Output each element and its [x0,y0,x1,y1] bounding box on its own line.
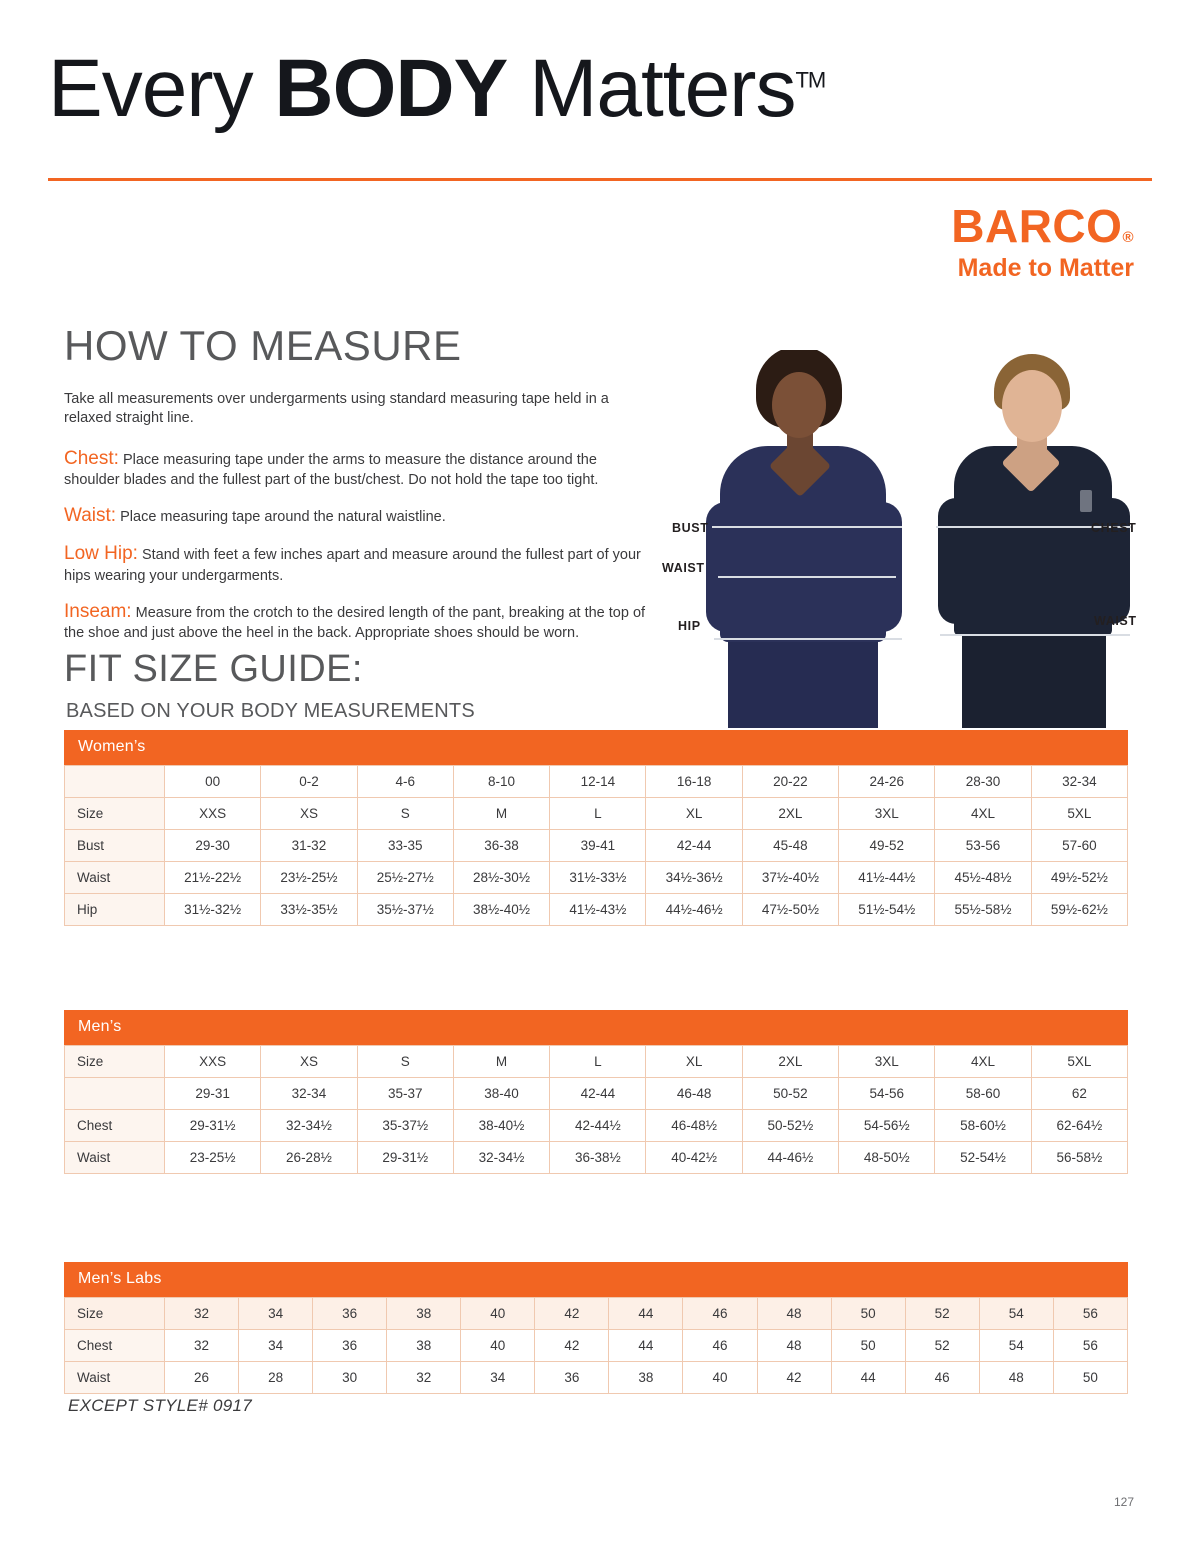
mens-labs-size-table [64,1262,1128,1394]
label-waist-right: WAIST [1094,614,1137,628]
measure-label-inseam: Inseam: [64,600,132,622]
table-cell: 46 [683,1330,757,1362]
mens-size-table [64,1010,1128,1174]
table-row-label [65,1078,165,1110]
table-cell: 44 [609,1298,683,1330]
measure-item-low-hip [64,541,654,586]
table-row [65,1330,1128,1362]
table-cell: 0-2 [261,766,357,798]
table-cell: 46 [683,1298,757,1330]
table-cell: 36 [313,1330,387,1362]
measure-text-chest: Place measuring tape under the arms to measure the distance around the shoulder blades and the fullest part of the bust/chest. Do not hold the tape too tight. [64,451,599,488]
table-cell: XL [646,798,742,830]
measure-item-inseam [64,599,654,644]
table-cell: 28 [239,1362,313,1394]
registered-icon: ® [1122,229,1134,246]
table-cell: 62-64½ [1031,1110,1127,1142]
table-cell: XXS [165,798,261,830]
table-cell: 32 [165,1298,239,1330]
table-cell: 29-31½ [165,1110,261,1142]
table-cell: 35-37 [357,1078,453,1110]
how-to-measure-intro: Take all measurements over undergarments using standard measuring tape held in a relaxed straight line. [64,391,609,427]
table-cell: 45½-48½ [935,862,1031,894]
table-cell: 36 [313,1298,387,1330]
table-cell: XL [646,1046,742,1078]
label-chest: CHEST [1091,521,1137,535]
table-cell: S [357,1046,453,1078]
table-cell: 26-28½ [261,1142,357,1174]
table-cell: 48-50½ [839,1142,935,1174]
female-waist-tapeline [718,576,896,578]
table-cell: L [550,798,646,830]
table-cell: 58-60½ [935,1110,1031,1142]
trademark-symbol: TM [795,67,826,93]
table-row [65,1046,1128,1078]
table-cell: 45-48 [742,830,838,862]
table-cell: XXS [165,1046,261,1078]
table-cell: L [550,1046,646,1078]
table-cell: 33½-35½ [261,894,357,926]
title-part-bold: BODY [274,43,508,134]
table-cell: 41½-43½ [550,894,646,926]
table-cell: 54-56 [839,1078,935,1110]
table-cell: 48 [757,1298,831,1330]
table-cell: 48 [979,1362,1053,1394]
table-cell: 5XL [1031,1046,1127,1078]
table-row-label: Size [65,1046,165,1078]
table-cell: XS [261,798,357,830]
table-cell: 2XL [742,1046,838,1078]
table-cell: 40-42½ [646,1142,742,1174]
table-cell: XS [261,1046,357,1078]
table-cell: 5XL [1031,798,1127,830]
table-cell: 12-14 [550,766,646,798]
table-row [65,766,1128,798]
table-cell: 48 [757,1330,831,1362]
table-cell: 42-44 [646,830,742,862]
table-cell: 29-31½ [357,1142,453,1174]
table-cell: 54-56½ [839,1110,935,1142]
table-cell: 16-18 [646,766,742,798]
female-hip-tapeline [714,638,902,640]
table-cell: 29-30 [165,830,261,862]
womens-size-table [64,730,1128,926]
brand-block [951,200,1134,282]
table-cell: S [357,798,453,830]
table-cell: 00 [165,766,261,798]
table-cell: 46-48 [646,1078,742,1110]
table-cell: 50 [831,1330,905,1362]
table-cell: 42-44½ [550,1110,646,1142]
table-cell: 50-52½ [742,1110,838,1142]
table-cell: 31½-32½ [165,894,261,926]
table-row-label: Size [65,798,165,830]
table-cell: 25½-27½ [357,862,453,894]
table-cell: 3XL [839,798,935,830]
table-cell: 55½-58½ [935,894,1031,926]
models-illustration [672,350,1152,728]
womens-table-caption: Women’s [64,730,1128,765]
table-cell: 35½-37½ [357,894,453,926]
female-bust-tapeline [712,526,902,528]
table-row-label [65,766,165,798]
table-cell: 52 [905,1298,979,1330]
mens-table-body [65,1046,1128,1174]
measure-label-chest: Chest: [64,447,119,469]
table-cell: 36-38½ [550,1142,646,1174]
table-cell: 57-60 [1031,830,1127,862]
table-cell: 28½-30½ [453,862,549,894]
table-cell: 32-34½ [261,1110,357,1142]
table-cell: 36-38 [453,830,549,862]
mens-table-caption: Men’s [64,1010,1128,1045]
page-title [48,43,1152,134]
table-cell: 49-52 [839,830,935,862]
table-cell: 44 [609,1330,683,1362]
table-cell: 32 [165,1330,239,1362]
table-cell: 54 [979,1330,1053,1362]
table-row [65,862,1128,894]
table-cell: 42 [757,1362,831,1394]
table-cell: 32-34½ [453,1142,549,1174]
brand-name [951,200,1134,252]
table-cell: 40 [461,1330,535,1362]
table-cell: 46-48½ [646,1110,742,1142]
table-cell: 28-30 [935,766,1031,798]
table-cell: 32-34 [261,1078,357,1110]
womens-table-grid [64,765,1128,926]
table-row-label: Hip [65,894,165,926]
brand-name-text: BARCO [951,200,1123,252]
table-cell: 62 [1031,1078,1127,1110]
table-cell: 29-31 [165,1078,261,1110]
table-cell: 44½-46½ [646,894,742,926]
table-cell: 23½-25½ [261,862,357,894]
measure-item-waist [64,503,654,528]
table-row-label: Waist [65,1362,165,1394]
mens-labs-table-body [65,1298,1128,1394]
table-cell: 38 [609,1362,683,1394]
table-cell: 42-44 [550,1078,646,1110]
table-cell: 50 [1053,1362,1127,1394]
measure-text-low-hip: Stand with feet a few inches apart and measure around the fullest part of your hips wearing your undergarments. [64,547,641,584]
fit-size-guide-title: FIT SIZE GUIDE: [64,648,363,690]
table-cell: 36 [535,1362,609,1394]
male-chest-pocket [1080,490,1092,512]
table-cell: 50-52 [742,1078,838,1110]
measure-item-chest [64,446,654,491]
table-row [65,1142,1128,1174]
table-cell: 56 [1053,1330,1127,1362]
male-waist-tapeline [940,634,1130,636]
table-cell: 52 [905,1330,979,1362]
female-face [772,372,826,438]
table-cell: 20-22 [742,766,838,798]
table-cell: 34½-36½ [646,862,742,894]
page-number: 127 [1113,1495,1134,1509]
table-cell: 59½-62½ [1031,894,1127,926]
table-cell: 33-35 [357,830,453,862]
table-cell: 52-54½ [935,1142,1031,1174]
table-cell: 31-32 [261,830,357,862]
fit-size-guide-subtitle: BASED ON YOUR BODY MEASUREMENTS [66,700,475,722]
table-row-label: Chest [65,1330,165,1362]
title-part-2: Matters [507,43,796,134]
table-row [65,1078,1128,1110]
table-cell: 4XL [935,1046,1031,1078]
table-cell: 3XL [839,1046,935,1078]
table-row-label: Bust [65,830,165,862]
table-row-label: Size [65,1298,165,1330]
table-cell: M [453,798,549,830]
measure-label-waist: Waist: [64,505,117,527]
male-scrub-pants [962,624,1106,728]
table-cell: 39-41 [550,830,646,862]
how-to-measure-body [64,390,654,656]
table-cell: 2XL [742,798,838,830]
table-cell: 32-34 [1031,766,1127,798]
table-cell: 58-60 [935,1078,1031,1110]
table-cell: 40 [683,1362,757,1394]
label-bust: BUST [672,521,709,535]
title-part-1: Every [48,43,275,134]
table-cell: 41½-44½ [839,862,935,894]
table-cell: 31½-33½ [550,862,646,894]
table-cell: 35-37½ [357,1110,453,1142]
table-cell: 24-26 [839,766,935,798]
table-cell: 56-58½ [1031,1142,1127,1174]
table-cell: 50 [831,1298,905,1330]
table-cell: 30 [313,1362,387,1394]
table-cell: 21½-22½ [165,862,261,894]
mens-table-grid [64,1045,1128,1174]
except-style-note: EXCEPT STYLE# 0917 [68,1396,252,1415]
table-cell: 46 [905,1362,979,1394]
table-cell: 4XL [935,798,1031,830]
table-cell: 26 [165,1362,239,1394]
table-cell: 34 [239,1298,313,1330]
table-row [65,830,1128,862]
header-divider [48,178,1152,181]
table-cell: 38-40 [453,1078,549,1110]
table-cell: 4-6 [357,766,453,798]
table-cell: 38½-40½ [453,894,549,926]
table-cell: 38 [387,1298,461,1330]
table-cell: 54 [979,1298,1053,1330]
womens-table-body [65,766,1128,926]
male-face [1002,370,1062,442]
label-hip: HIP [678,619,701,633]
table-row-label: Chest [65,1110,165,1142]
table-cell: 49½-52½ [1031,862,1127,894]
table-cell: 8-10 [453,766,549,798]
table-cell: 42 [535,1298,609,1330]
table-cell: 42 [535,1330,609,1362]
table-cell: 51½-54½ [839,894,935,926]
table-cell: 38-40½ [453,1110,549,1142]
table-row [65,798,1128,830]
how-to-measure-title: HOW TO MEASURE [64,322,462,369]
label-waist-left: WAIST [662,561,705,575]
table-row [65,894,1128,926]
mens-labs-table-grid [64,1297,1128,1394]
table-row-label: Waist [65,862,165,894]
table-cell: 38 [387,1330,461,1362]
table-cell: 53-56 [935,830,1031,862]
table-cell: 56 [1053,1298,1127,1330]
table-cell: 23-25½ [165,1142,261,1174]
table-row [65,1110,1128,1142]
table-cell: 44-46½ [742,1142,838,1174]
table-cell: M [453,1046,549,1078]
measure-text-inseam: Measure from the crotch to the desired length of the pant, breaking at the top of the shoe and just above the heel in the back. Appropriate shoes should be worn. [64,604,646,642]
mens-labs-table-caption: Men’s Labs [64,1262,1128,1297]
table-row [65,1362,1128,1394]
measure-text-waist: Place measuring tape around the natural waistline. [120,509,446,526]
table-row-label: Waist [65,1142,165,1174]
table-cell: 34 [461,1362,535,1394]
table-cell: 40 [461,1298,535,1330]
table-cell: 47½-50½ [742,894,838,926]
table-cell: 44 [831,1362,905,1394]
measure-label-low-hip: Low Hip: [64,543,138,565]
table-row [65,1298,1128,1330]
table-cell: 32 [387,1362,461,1394]
table-cell: 34 [239,1330,313,1362]
table-cell: 37½-40½ [742,862,838,894]
brand-tagline: Made to Matter [957,254,1134,282]
